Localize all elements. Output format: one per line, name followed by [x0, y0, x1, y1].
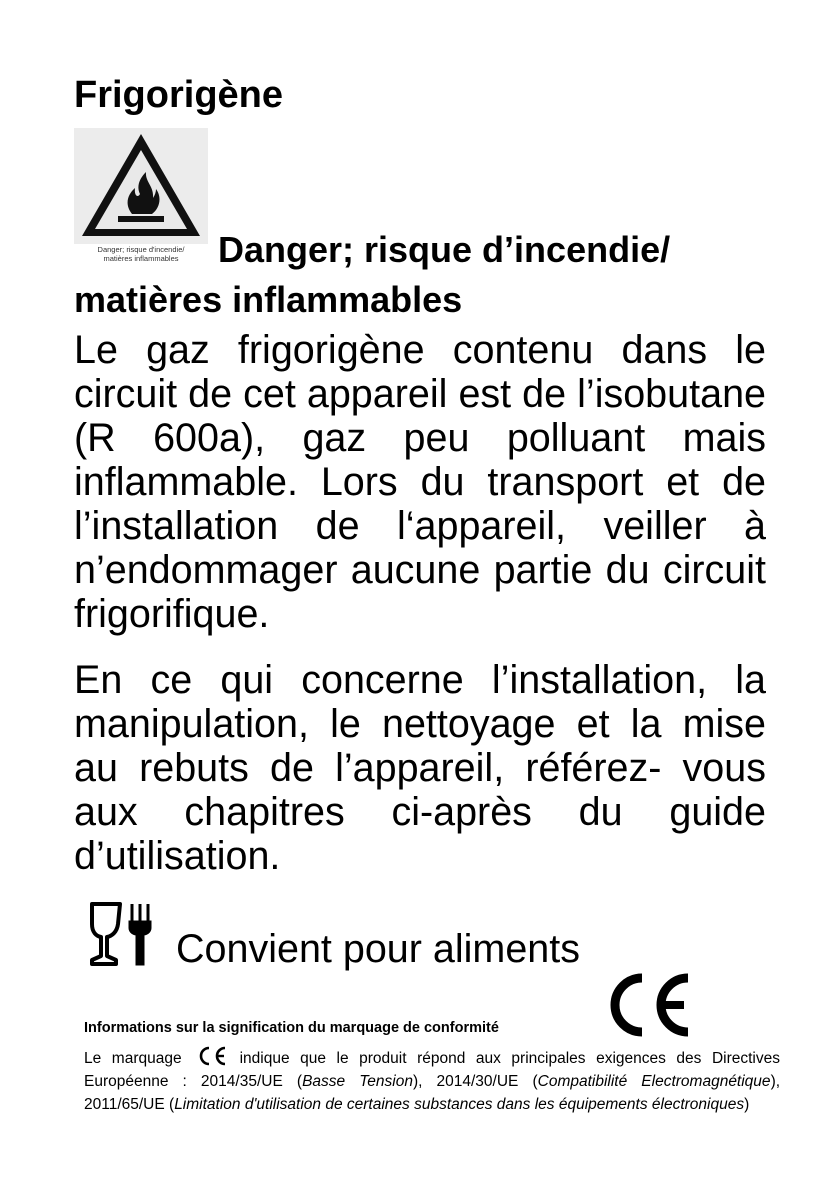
conformity-title: Informations sur la signification du marquage de conformité — [84, 1020, 499, 1036]
flammable-warning-icon — [74, 128, 208, 270]
ce-mark-icon — [602, 972, 694, 1038]
warning-caption-line2: matières inflammables — [103, 254, 179, 263]
warning-caption-line1: Danger; risque d'incendie/ — [97, 245, 185, 254]
directive-rohs: Limitation d'utilisation de certaines substances dans les équipements électroniques — [174, 1096, 745, 1113]
danger-heading-line2: matières inflammables — [74, 279, 463, 320]
food-safe-label: Convient pour aliments — [176, 927, 580, 971]
conformity-text4: ) — [744, 1096, 750, 1113]
conformity-text3: ), 2011/65/UE ( — [84, 1073, 781, 1113]
refrigerant-paragraph: Le gaz frigorigène contenu dans le circuit de cet appareil est de l’isobutane (R 600a), gaz peu polluant mais inflammable. Lors du transport et de l’installation de l‘appareil, veiller à n’endommager aucune partie du circuit frigorifique. — [74, 328, 766, 636]
ce-mark-small-icon — [194, 1046, 228, 1066]
danger-heading-line1: Danger; risque d’incendie/ — [218, 229, 671, 270]
installation-paragraph: En ce qui concerne l’installation, la manipulation, le nettoyage et la mise au rebuts de l’appareil, référez- vous aux chapitres ci-après du guide d’utilisation. — [74, 658, 766, 878]
conformity-text1: indique que le produit répond aux principales exigences des Directives Européenne : 2014/35/UE ( — [84, 1050, 780, 1090]
page-title: Frigorigène — [74, 74, 284, 116]
warning-caption — [74, 245, 208, 263]
directive-lvd: Basse Tension — [302, 1073, 413, 1090]
glass-fork-icon — [88, 900, 156, 968]
directive-emc: Compatibilité Electromagnétique — [537, 1073, 771, 1090]
conformity-body — [84, 1046, 780, 1116]
conformity-text2: ), 2014/30/UE ( — [412, 1073, 538, 1090]
conformity-lead: Le marquage — [84, 1050, 182, 1067]
